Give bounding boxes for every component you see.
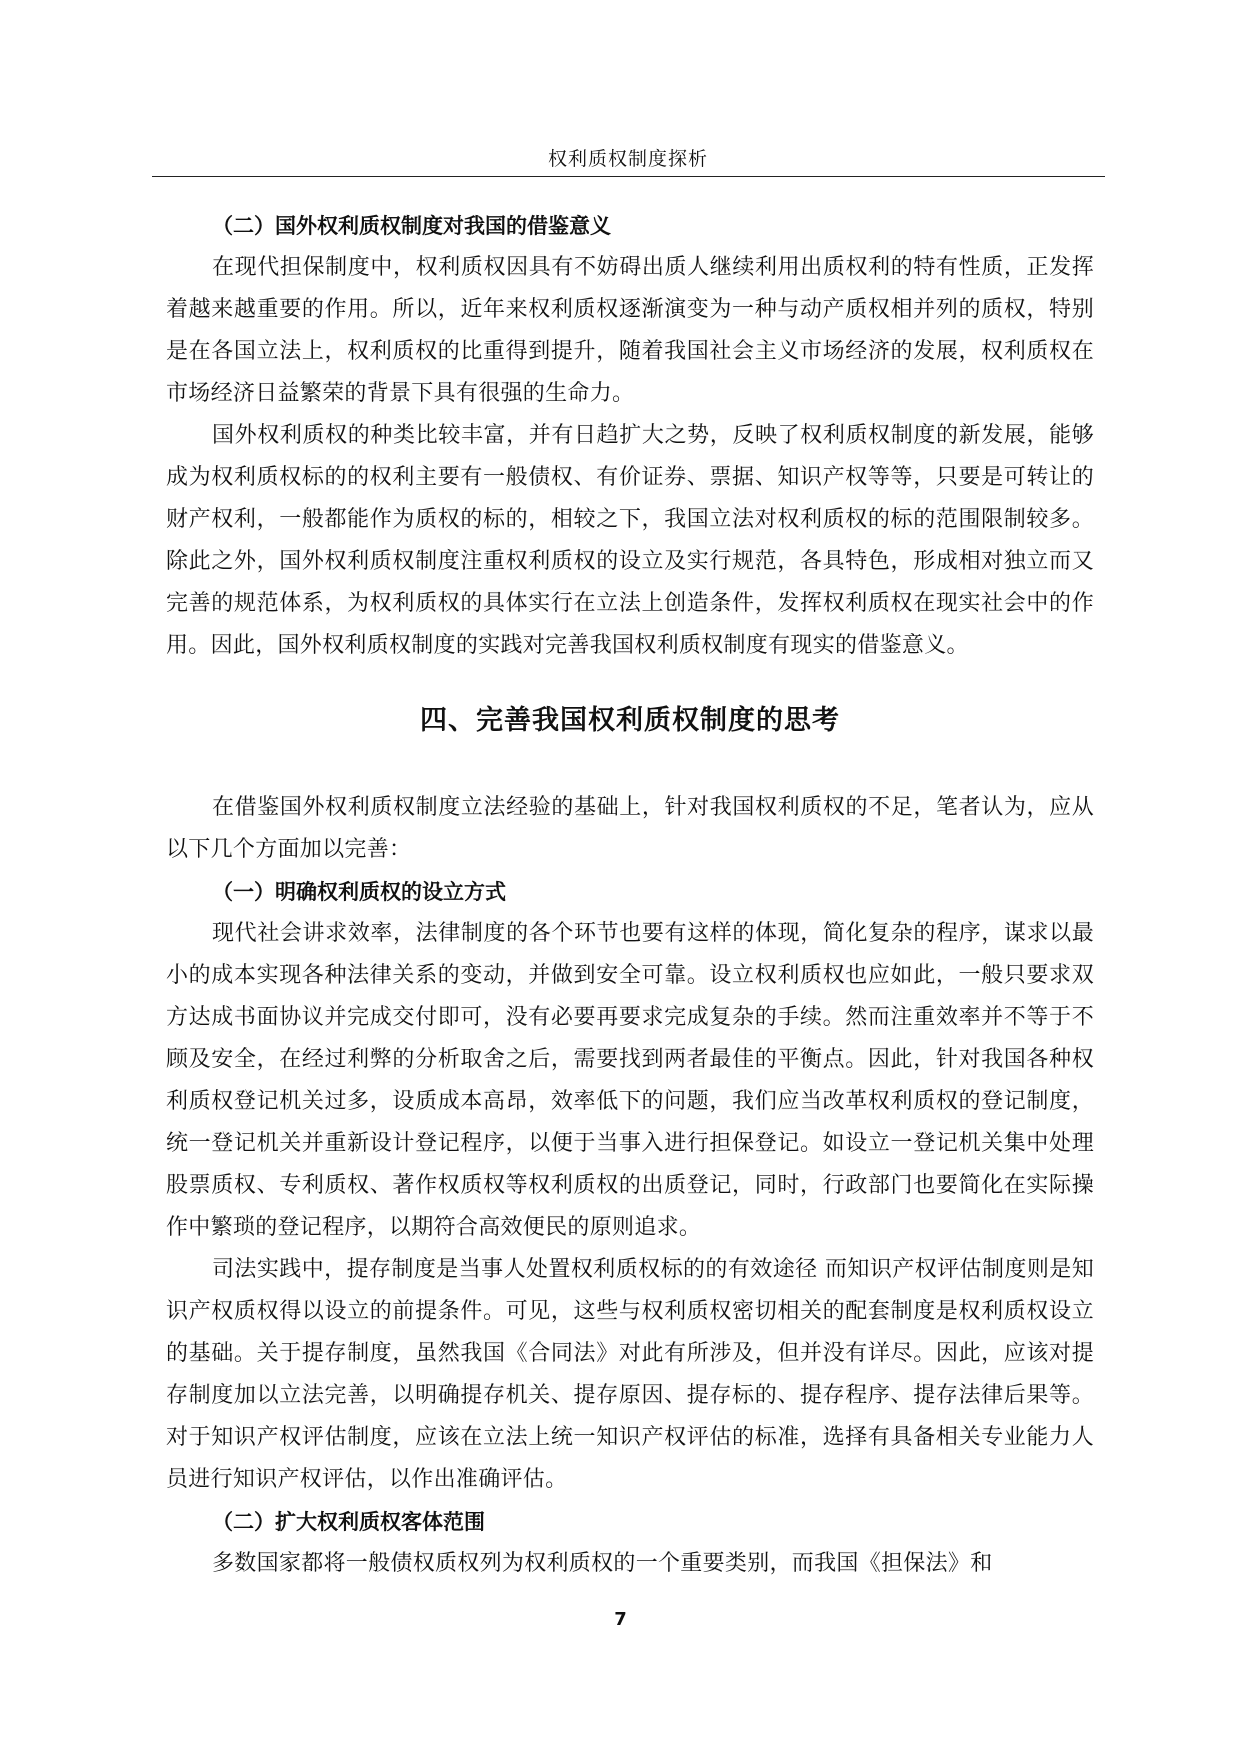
running-header-title: 权利质权制度探析 [547, 148, 708, 170]
paragraph-1: 在现代担保制度中，权利质权因具有不妨碍出质人继续利用出质权利的特有性质，正发挥着越来越重要的作用。所以，近年来权利质权逐渐演变为一种与动产质权相并列的质权，特别是在各国立法上，权利质权的比重得到提升，随着我国社会主义市场经济的发展，权利质权在市场经济日益繁荣的背景下具有很强的生命力。 [166, 255, 1094, 406]
subheading-establishment: （一）明确权利质权的设立方式 [212, 880, 506, 904]
section-heading-4: 四、完善我国权利质权制度的思考 [420, 705, 840, 736]
page-body [166, 205, 1094, 1585]
paragraph-4: 现代社会讲求效率，法律制度的各个环节也要有这样的体现，简化复杂的程序，谋求以最小的成本实现各种法律关系的变动，并做到安全可靠。设立权利质权也应如此，一般只要求双方达成书面协议并完成交付即可，没有必要再要求完成复杂的手续。然而注重效率并不等于不顾及安全，在经过利弊的分析取舍之后，需要找到两者最佳的平衡点。因此，针对我国各种权利质权登记机关过多，设质成本高昂，效率低下的问题，我们应当改革权利质权的登记制度，统一登记机关并重新设计登记程序，以便于当事入进行担保登记。如设立一登记机关集中处理股票质权、专利质权、著作权质权等权利质权的出质登记，同时，行政部门也要简化在实际操作中繁琐的登记程序，以期符合高效便民的原则追求。 [166, 921, 1094, 1240]
header-rule [152, 176, 1105, 177]
paragraph-3: 在借鉴国外权利质权制度立法经验的基础上，针对我国权利质权的不足，笔者认为，应从以下几个方面加以完善： [166, 795, 1094, 862]
subheading-foreign-reference: （二）国外权利质权制度对我国的借鉴意义 [212, 214, 611, 238]
paragraph-2: 国外权利质权的种类比较丰富，并有日趋扩大之势，反映了权利质权制度的新发展，能够成为权利质权标的的权利主要有一般债权、有价证券、票据、知识产权等等，只要是可转让的财产权利，一般都能作为质权的标的，相较之下，我国立法对权利质权的标的范围限制较多。除此之外，国外权利质权制度注重权利质权的设立及实行规范，各具特色，形成相对独立而又完善的规范体系，为权利质权的具体实行在立法上创造条件，发挥权利质权在现实社会中的作用。因此，国外权利质权制度的实践对完善我国权利质权制度有现实的借鉴意义。 [166, 423, 1094, 658]
paragraph-5: 司法实践中，提存制度是当事人处置权利质权标的的有效途径 而知识产权评估制度则是知识产权质权得以设立的前提条件。可见，这些与权利质权密切相关的配套制度是权利质权设立的基础。关于提存制度，虽然我国《合同法》对此有所涉及，但并没有详尽。因此，应该对提存制度加以立法完善，以明确提存机关、提存原因、提存标的、提存程序、提存法律后果等。对于知识产权评估制度，应该在立法上统一知识产权评估的标准，选择有具备相关专业能力人员进行知识产权评估，以作出准确评估。 [166, 1257, 1094, 1492]
page-number: 7 [614, 1609, 627, 1630]
paragraph-6: 多数国家都将一般债权质权列为权利质权的一个重要类别，而我国《担保法》和 [212, 1551, 993, 1576]
subheading-object-scope: （二）扩大权利质权客体范围 [212, 1510, 485, 1534]
